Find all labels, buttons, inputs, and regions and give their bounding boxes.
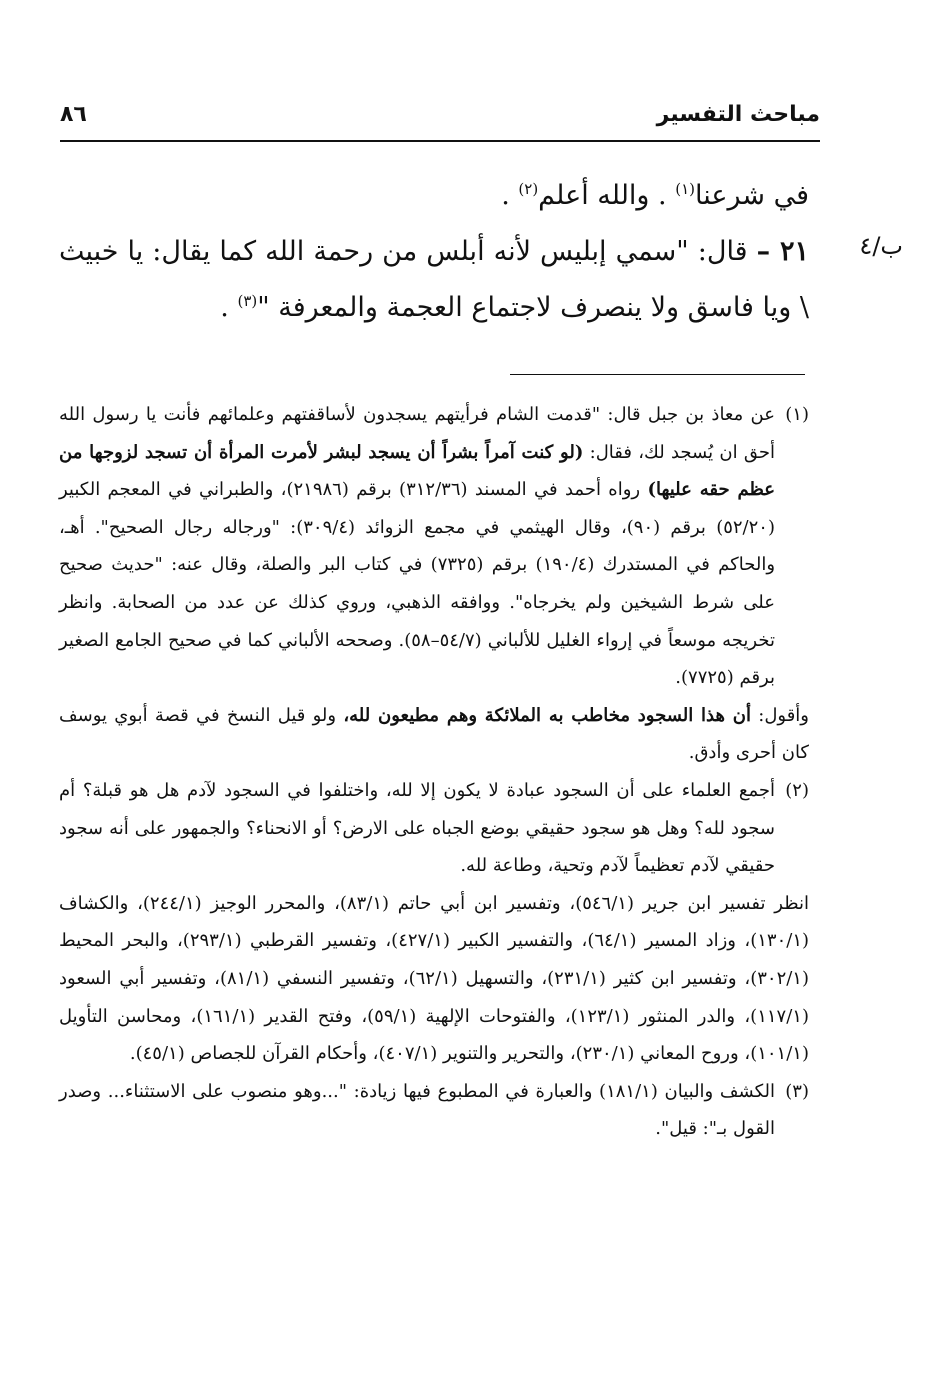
main-line-1-mid: . والله أعلم — [538, 180, 667, 211]
footnote-1-comment — [59, 697, 809, 772]
footnote-ref-3[interactable]: (٣) — [237, 292, 258, 310]
margin-folio-note: ب/٤ — [859, 232, 903, 260]
page-number: ٨٦ — [60, 102, 87, 127]
footnote-2 — [59, 772, 809, 1073]
item-number: ٢١ – — [756, 236, 809, 267]
footnote-1-number: (١) — [785, 404, 809, 425]
footnote-3-text: الكشف والبيان (١٨١/١) والعبارة في المطبوع فيها زيادة: "...وهو منصوب على الاستثناء... وصدر القول بـ": قيل". — [59, 1080, 776, 1140]
footnote-1 — [59, 396, 809, 772]
running-title: مباحث التفسير — [656, 102, 820, 127]
main-text — [59, 168, 809, 336]
main-line-1 — [59, 168, 809, 224]
footnote-1-comment-start: وأقول: — [751, 704, 809, 726]
footnote-divider — [510, 374, 805, 375]
item-end: . — [220, 292, 229, 323]
item-21 — [59, 224, 809, 336]
footnote-2-references: انظر تفسير ابن جرير (٥٤٦/١)، وتفسير ابن أبي حاتم (٨٣/١)، والمحرر الوجيز (٢٤٤/١)، والكشاف (١٣٠/١)، وزاد المسير (٦٤/١)، والتفسير الكبير (٤٢٧/١)، وتفسير القرطبي (٢٩٣/١)، والبحر المحيط (٣٠٢/١)، وتفسير ابن كثير (٢٣١/١)، والتسهيل (٦٢/١)، وتفسير النسفي (٨١/١)، وتفسير أبي السعود (١١٧/١)، والدر المنثور (١٢٣/١)، والفتوحات الإلهية (٥٩/١)، وفتح القدير (١٦١/١)، ومحاسن التأويل (١٠١/١)، وروح المعاني (٢٣٠/١)، والتحرير والتنوير (٤٠٧/١)، وأحكام القرآن للجصاص (٤٥/١). — [59, 892, 810, 1065]
page-header — [60, 100, 820, 142]
footnote-ref-2[interactable]: (٢) — [518, 180, 539, 198]
footnotes — [59, 396, 809, 1148]
footnote-2-text: أجمع العلماء على أن السجود عبادة لا يكون إلا لله، واختلفوا في السجود لآدم هل هو قبلة؟ أم سجود لله؟ وهل هو سجود حقيقي بوضع الجباه على الارض؟ أو الانحناء؟ والجمهور على أنه سجود حقيقي لآدم تعظيماً لآدم وتحية، وطاعة لله. — [59, 779, 775, 877]
footnote-3 — [59, 1073, 809, 1148]
footnote-1-text-start: عن معاذ بن جبل قال: "قدمت الشام فرأيتهم يسجدون لأساقفتهم وعلمائهم فأنت يا رسول الله أحق ان يُسجد لك، فقال: — [59, 404, 776, 463]
main-line-1-text: في شرعنا — [695, 180, 809, 211]
footnote-3-number: (٣) — [785, 1080, 809, 1102]
footnote-1-comment-end: ولو قيل النسخ في قصة أبوي يوسف كان أحرى وأدق. — [59, 704, 809, 764]
main-line-1-end: . — [501, 180, 510, 211]
footnote-2-number: (٢) — [785, 779, 809, 801]
footnote-1-text-end: رواه أحمد في المسند (٣١٢/٣٦) برقم (٢١٩٨٦)، والطبراني في المعجم الكبير (٥٢/٢٠) برقم (٩٠)، وقال الهيثمي في مجمع الزوائد (٣٠٩/٤): "ورجاله رجال الصحيح". أهـ، والحاكم في المستدرك (١٩٠/٤) برقم (٧٣٢٥) في كتاب البر والصلة، وقال عنه: "حديث صحيح على شرط الشيخين ولم يخرجاه". ووافقه الذهبي، وروي كذلك عن عدد من الصحابة. وانظر تخريجه موسعاً في إرواء الغليل للألباني (٥٤/٧–٥٨). وصححه الألباني كما في صحيح الجامع الصغير برقم (٧٧٢٥). — [59, 479, 776, 689]
footnote-1-hadith: (لو كنت آمراً بشراً أن يسجد لبشر لأمرت المرأة أن تسجد لزوجها من عظم حقه عليها) — [59, 441, 775, 501]
footnote-1-comment-bold: أن هذا السجود مخاطب به الملائكة وهم مطيعون لله، — [343, 704, 752, 726]
footnote-ref-1[interactable]: (١) — [675, 180, 695, 198]
item-text: قال: "سمي إبليس لأنه أبلس من رحمة الله كما يقال: يا خبيث \ ويا فاسق ولا ينصرف لاجتماع العجمة والمعرفة " — [59, 236, 809, 323]
